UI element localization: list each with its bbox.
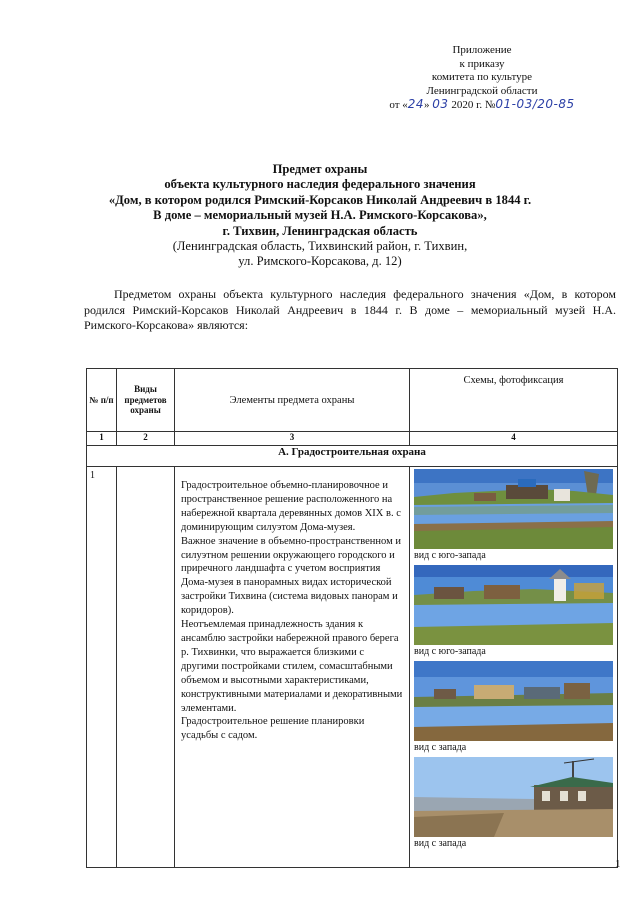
header-elements: Элементы предмета охраны — [175, 369, 410, 432]
row-number: 1 — [87, 467, 117, 868]
river-photo — [414, 661, 613, 741]
description-paragraph: Неотъемлемая принадлежность здания к ансамблю застройки набережной правого берега р. Тихвинки, что выражается близкими с другими постройками стилем, сомасштабными объемом и высотными характеристиками, конструктивными материалами и декоративными элементами. — [181, 619, 403, 714]
col-number: 4 — [410, 432, 618, 446]
table-row — [87, 467, 618, 868]
date-day: 24 — [407, 97, 425, 112]
river-photo — [414, 469, 613, 549]
appendix-line: Ленинградской области — [426, 84, 538, 97]
street-photo — [414, 757, 613, 837]
protection-table — [86, 368, 618, 868]
photo-item — [414, 757, 613, 853]
photo-item — [414, 469, 613, 565]
title-line: «Дом, в котором родился Римский-Корсаков Николай Андреевич в 1844 г. — [108, 192, 532, 207]
photo-caption: вид с юго-запада — [414, 646, 486, 657]
header-kind: Виды предметов охраны — [117, 369, 175, 432]
title-line: Предмет охраны — [272, 162, 368, 176]
photo-item — [414, 661, 613, 757]
row-description — [175, 467, 410, 868]
river-photo — [414, 565, 613, 645]
appendix-line: комитета по культуре — [431, 71, 533, 84]
page-number: 1 — [615, 858, 621, 870]
title-line: В доме – мемориальный музей Н.А. Римского-Корсакова», — [153, 208, 487, 223]
intro-paragraph: Предметом охраны объекта культурного наследия федерального значения «Дом, в котором родился Римский-Корсаков Николай Андреевич в 1844 г. В доме – мемориальный музей Н.А. Римского-Корсакова» являются: — [84, 287, 616, 332]
section-row — [87, 446, 618, 467]
photo-caption: вид с юго-запада — [414, 550, 486, 561]
row-kind — [117, 467, 175, 868]
description-paragraph: Важное значение в объемно-пространственном и силуэтном решении окружающего городского и приречного ландшафта с учетом восприятия Дома-музея в панорамных видах исторической застройки Тихвина (система видовых панорам и коридоров). — [181, 535, 401, 617]
header-num: № п/п — [87, 369, 117, 432]
photo-caption: вид с запада — [414, 838, 467, 849]
appendix-block — [362, 44, 602, 113]
title-line: объекта культурного наследия федерального значения — [164, 177, 476, 192]
photo-caption: вид с запада — [414, 742, 467, 753]
date-month: 03 — [432, 97, 449, 112]
col-number: 1 — [87, 432, 117, 446]
col-number: 2 — [117, 432, 175, 446]
section-title: А. Градостроительная охрана — [87, 446, 618, 467]
date-year: 2020 г. № — [451, 99, 496, 112]
address-line: ул. Римского-Корсакова, д. 12) — [238, 254, 402, 269]
order-date-line — [362, 98, 602, 113]
date-prefix: от « — [389, 99, 408, 112]
table-header-row — [87, 369, 618, 432]
header-photos: Схемы, фотофиксация — [410, 369, 618, 432]
column-number-row — [87, 432, 618, 446]
appendix-line: к приказу — [459, 57, 505, 70]
description-paragraph: Градостроительное объемно-планировочное и пространственное решение расположенного на набережной квартала деревянных домов XIX в. с доминирующим силуэтом Дома-музея. — [181, 480, 401, 533]
order-number: 01-03/20-85 — [495, 97, 575, 112]
address-line: (Ленинградская область, Тихвинский район, г. Тихвин, — [172, 239, 468, 254]
document-title — [60, 162, 580, 270]
description-paragraph: Градостроительное решение планировки усадьбы с садом. — [181, 716, 365, 742]
photo-item — [414, 565, 613, 661]
date-mid: » — [424, 99, 430, 112]
appendix-line: Приложение — [452, 44, 512, 56]
title-line: г. Тихвин, Ленинградская область — [222, 223, 418, 238]
row-photos — [410, 467, 618, 868]
col-number: 3 — [175, 432, 410, 446]
